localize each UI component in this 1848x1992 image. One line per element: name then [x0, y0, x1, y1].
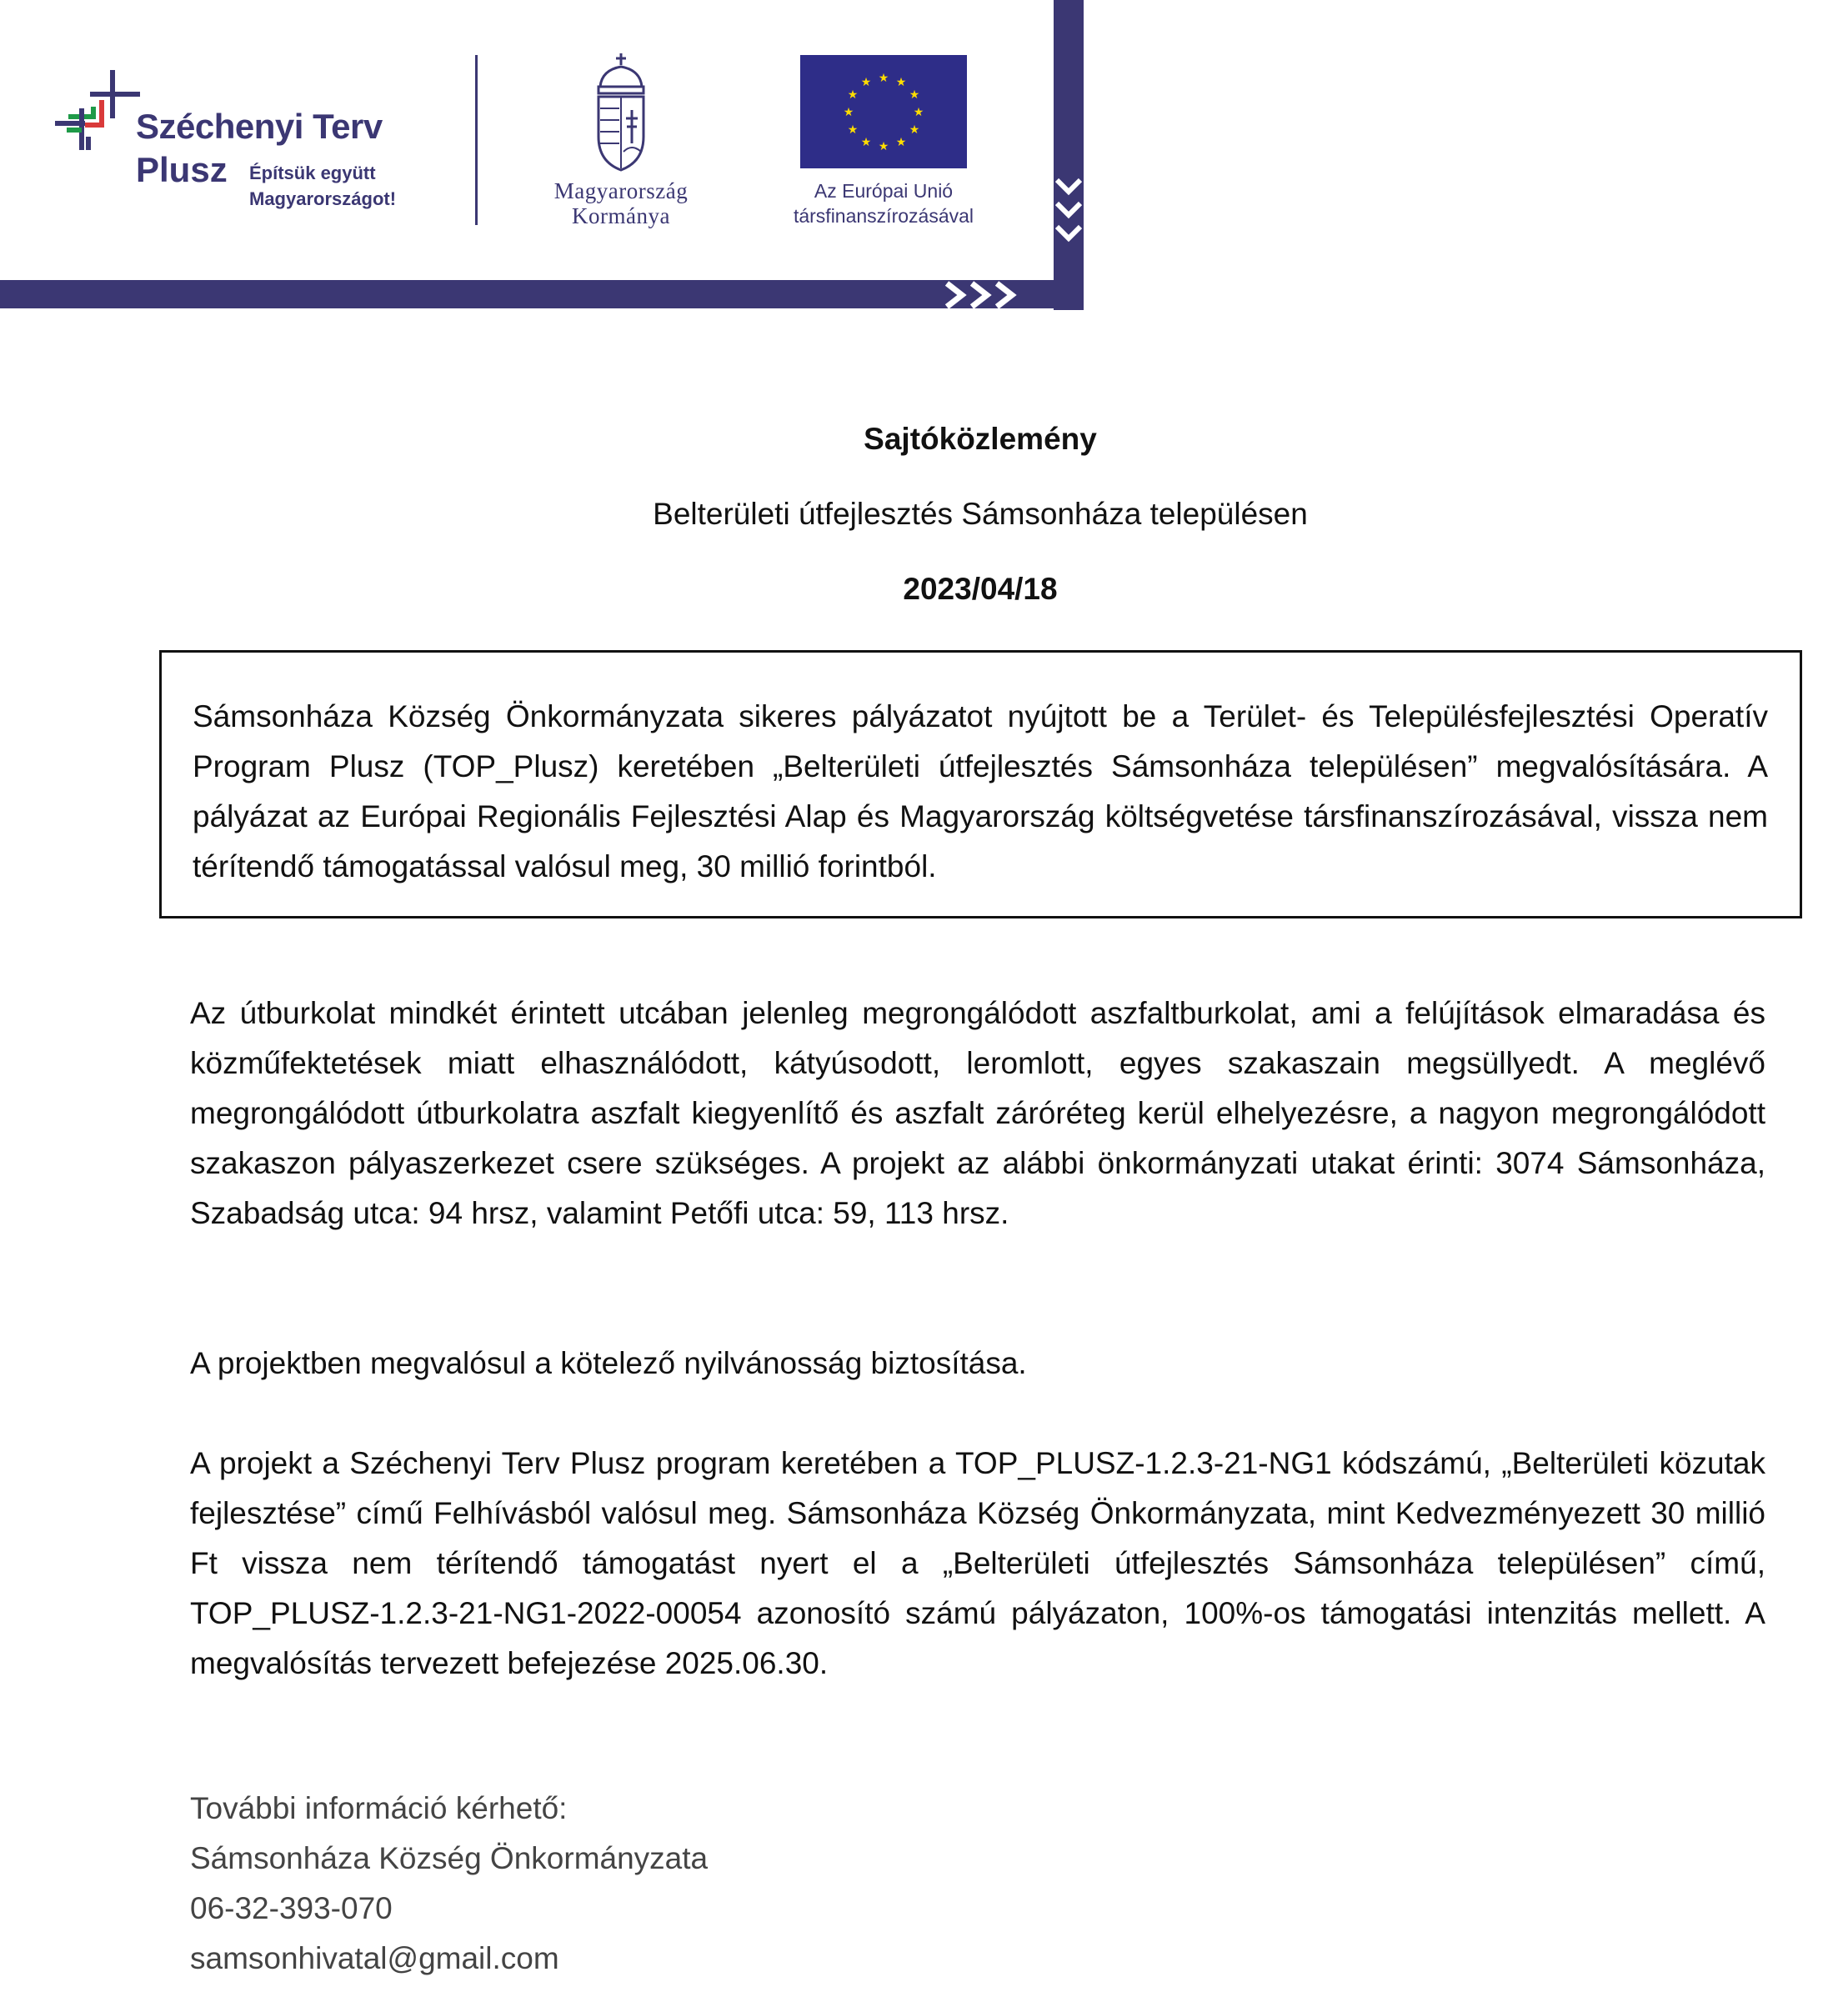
banner-bottom-bar [0, 280, 1054, 308]
svg-text:★: ★ [847, 88, 859, 102]
szechenyi-logo-title: Széchenyi Terv [136, 107, 383, 146]
summary-box [159, 650, 1802, 918]
government-line2: Kormánya [572, 203, 670, 228]
header-banner [0, 0, 1084, 310]
svg-text:★: ★ [878, 72, 889, 85]
chevron-right-icon [940, 278, 1032, 312]
government-line1: Magyarország [553, 178, 689, 203]
eu-cofinancing-line2: társfinanszírozásával [793, 205, 974, 227]
coat-of-arms-icon [593, 53, 649, 175]
szechenyi-slogan-line2: Magyarországot! [249, 188, 397, 209]
svg-text:★: ★ [843, 106, 854, 119]
body-paragraph-3: A projekt a Széchenyi Terv Plusz program keretében a TOP_PLUSZ-1.2.3-21-NG1 kódszámú, „Belterületi közutak fejlesztése” című Felhívásból valósul meg. Sámsonháza Község Önkormányzata, mint Kedvezményezett 30 millió Ft vissza nem térítendő támogatást nyert el a „Belterületi útfejlesztés Sámsonháza településen” című, TOP_PLUSZ-1.2.3-21-NG1-2022-00054 azonosító számú pályázaton, 100%-os támogatási intenzitás mellett. A megvalósítás tervezett befejezése 2025.06.30. [190, 1446, 1765, 1680]
svg-text:★: ★ [847, 123, 859, 137]
szechenyi-logo-plusz: Plusz [136, 150, 228, 189]
contact-phone: 06-32-393-070 [190, 1891, 393, 1925]
document-subtitle: Belterületi útfejlesztés Sámsonháza településen [653, 497, 1308, 531]
svg-text:★: ★ [909, 123, 920, 137]
svg-text:★: ★ [913, 106, 924, 119]
banner-right-bar [1054, 0, 1084, 310]
contact-organization: Sámsonháza Község Önkormányzata [190, 1841, 709, 1875]
svg-text:★: ★ [895, 136, 907, 149]
chevron-down-icon [1052, 173, 1085, 248]
eu-flag-icon [800, 55, 967, 168]
svg-text:★: ★ [909, 88, 920, 102]
body-paragraph-2: A projektben megvalósul a kötelező nyilvánosság biztosítása. [190, 1346, 1027, 1380]
body-paragraph-1: Az útburkolat mindkét érintett utcában jelenleg megrongálódott aszfaltburkolat, ami a felújítások elmaradása és közműfektetések miatt elhasználódott, kátyúsodott, leromlott, egyes szakaszain megsüllyedt. A meglévő megrongálódott útburkolatra aszfalt kiegyenlítő és aszfalt záróréteg kerül elhelyezésre, a nagyon megrongálódott szakaszon pályaszerkezet csere szükséges. A projekt az alábbi önkormányzati utakat érinti: 3074 Sámsonháza, Szabadság utca: 94 hrsz, valamint Petőfi utca: 59, 113 hrsz. [190, 996, 1765, 1230]
eu-cofinancing-line1: Az Európai Unió [814, 180, 954, 202]
document-date: 2023/04/18 [903, 572, 1058, 606]
svg-text:★: ★ [860, 136, 872, 149]
logo-divider [475, 55, 478, 225]
contact-email: samsonhivatal@gmail.com [190, 1941, 559, 1975]
svg-text:★: ★ [895, 76, 907, 89]
contact-block [190, 1784, 708, 1984]
svg-text:★: ★ [860, 76, 872, 89]
svg-text:★: ★ [878, 140, 889, 153]
szechenyi-slogan-line1: Építsük együtt [249, 163, 376, 183]
document-type: Sajtóközlemény [864, 422, 1097, 456]
contact-heading: További információ kérhető: [190, 1791, 568, 1825]
summary-text: Sámsonháza Község Önkormányzata sikeres pályázatot nyújtott be a Terület- és Településfejlesztési Operatív Program Plusz (TOP_Plusz) keretében „Belterületi útfejlesztés Sámsonháza településen” megvalósítására. A pályázat az Európai Regionális Fejlesztési Alap és Magyarország költségvetése társfinanszírozásával, vissza nem térítendő támogatással valósul meg, 30 millió forintból. [193, 699, 1768, 883]
